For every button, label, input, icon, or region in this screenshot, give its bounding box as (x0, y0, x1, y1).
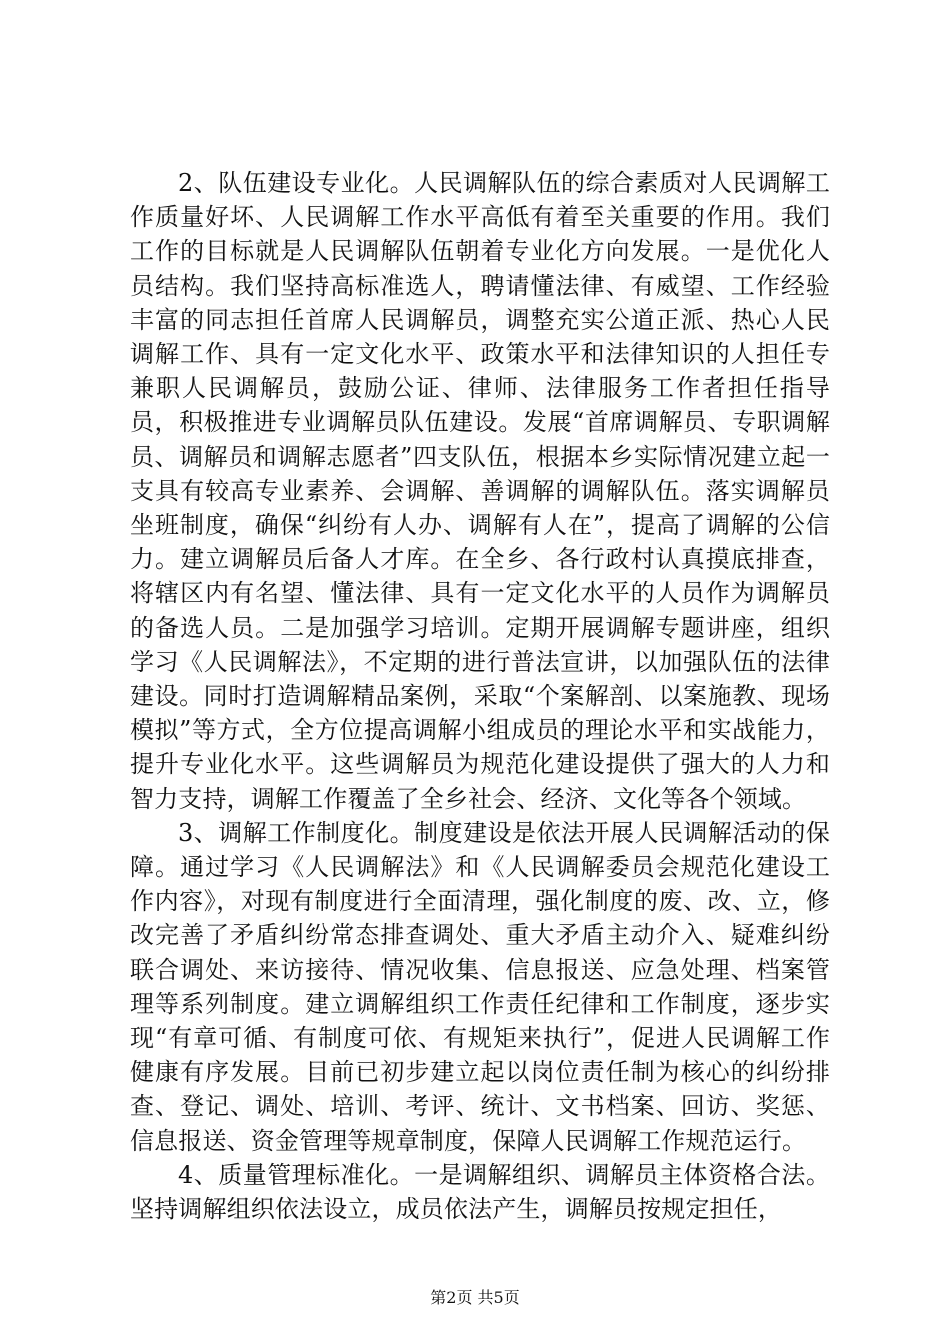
document-body (130, 166, 830, 1226)
paragraph-mediation-institutionalization: 3、调解工作制度化。制度建设是依法开展人民调解活动的保障。通过学习《人民调解法》和《人民调解委员会规范化建设工作内容》，对现有制度进行全面清理，强化制度的废、改、立，修改完善了矛盾纠纷常态排查调处、重大矛盾主动介入、疑难纠纷联合调处、来访接待、情况收集、信息报送、应急处理、档案管理等系列制度。建立调解组织工作责任纪律和工作制度，逐步实现“有章可循、有制度可依、有规矩来执行”，促进人民调解工作健康有序发展。目前已初步建立起以岗位责任制为核心的纠纷排查、登记、调处、培训、考评、统计、文书档案、回访、奖惩、信息报送、资金管理等规章制度，保障人民调解工作规范运行。 (130, 818, 830, 1155)
page-number-footer: 第2页 共5页 (430, 1288, 520, 1307)
paragraph-quality-standardization: 4、质量管理标准化。一是调解组织、调解员主体资格合法。坚持调解组织依法设立，成员依法产生，调解员按规定担任， (130, 1160, 830, 1224)
paragraph-team-professionalization: 2、队伍建设专业化。人民调解队伍的综合素质对人民调解工作质量好坏、人民调解工作水平高低有着至关重要的作用。我们工作的目标就是人民调解队伍朝着专业化方向发展。一是优化人员结构。我们坚持高标准选人，聘请懂法律、有威望、工作经验丰富的同志担任首席人民调解员，调整充实公道正派、热心人民调解工作、具有一定文化水平、政策水平和法律知识的人担任专兼职人民调解员，鼓励公证、律师、法律服务工作者担任指导员，积极推进专业调解员队伍建设。发展“首席调解员、专职调解员、调解员和调解志愿者”四支队伍，根据本乡实际情况建立起一支具有较高专业素养、会调解、善调解的调解队伍。落实调解员坐班制度，确保“纠纷有人办、调解有人在”，提高了调解的公信力。建立调解员后备人才库。在全乡、各行政村认真摸底排查，将辖区内有名望、懂法律、具有一定文化水平的人员作为调解员的备选人员。二是加强学习培训。定期开展调解专题讲座，组织学习《人民调解法》，不定期的进行普法宣讲，以加强队伍的法律建设。同时打造调解精品案例，采取“个案解剖、以案施教、现场模拟”等方式，全方位提高调解小组成员的理论水平和实战能力，提升专业化水平。这些调解员为规范化建设提供了强大的人力和智力支持，调解工作覆盖了全乡社会、经济、文化等各个领域。 (130, 169, 830, 813)
